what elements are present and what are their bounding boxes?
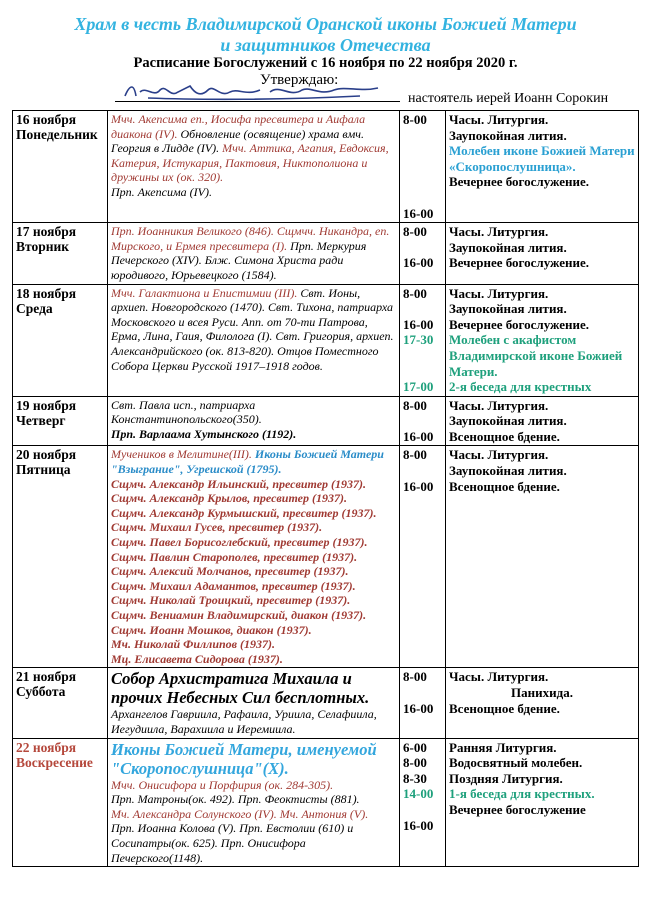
martyr-item: Сщмч. Иоанн Мошков, диакон (1937). (111, 622, 312, 637)
time-label: 17-00 (403, 379, 434, 395)
table-row (13, 668, 639, 738)
martyr-item: Сщмч. Вениамин Владимирский, диакон (1937). (111, 608, 367, 622)
table-row (13, 223, 639, 284)
saints-cell (108, 111, 400, 223)
times-cell (400, 446, 446, 668)
service-label: Часы. Литургия. (449, 397, 549, 413)
weekday-label: Вторник (16, 239, 70, 255)
saints-cell (108, 446, 400, 668)
church-title-line2: и защитников Отечества (220, 35, 431, 55)
services-cell (446, 668, 639, 738)
times-cell (400, 284, 446, 396)
time-label: 6-00 (403, 739, 427, 755)
schedule-table (12, 110, 639, 867)
table-row (13, 284, 639, 396)
icon-feast-text: Иконы Божией Матери "Взыграние", Угрешской (1795). (111, 447, 384, 477)
martyr-item: Мц. Елисавета Сидорова (1937). (111, 651, 283, 666)
saints-text: Мчч. Акепсима еп., Иосифа пресвитера и Аифала диакона (IV). (111, 112, 366, 141)
weekday-label: Суббота (16, 684, 66, 700)
martyr-item: Сщмч. Михаил Адамантов, пресвитер (1937). (111, 578, 356, 593)
service-label: Вечернее богослужение (449, 801, 586, 817)
service-label: Заупокойная лития. (449, 413, 567, 429)
saints-text: Мчч. Онисифора и Порфирия (ок. 284-305). (111, 777, 334, 792)
time-label: 8-00 (403, 285, 427, 301)
time-label: 14-00 (403, 786, 434, 802)
service-label: Часы. Литургия. (449, 112, 549, 127)
date-label: 16 ноября (16, 112, 77, 127)
weekday-label: Понедельник (16, 127, 98, 142)
saints-text: Мчч. Аттика, Агапия, Евдоксия, Катерия, Истукария, Пактовия, Никтополиона и дружины их (ок. 320). (111, 141, 389, 185)
services-cell (446, 396, 639, 446)
saints-text: Свт. Ионы, архиеп. Новгородского (1470). Свт. Тихона, патриарха Московского и всея Руси. Апп. от 70-ти Патрова, Ерма, Лина, Гаия, Филолога (I). Свт. Григория, архиеп. Александрийского (ок. 813-820). Отцов Поместного Собора Церкви Русской 1917–1918 годов. (111, 285, 394, 373)
table-row (13, 396, 639, 446)
times-cell (400, 223, 446, 284)
martyr-item: Мч. Николай Филлипов (1937). (111, 637, 276, 652)
saints-cell (108, 284, 400, 396)
saints-cell (108, 738, 400, 867)
service-label: Водосвятный молебен. (449, 755, 583, 771)
day-cell (13, 111, 108, 223)
service-label: Вечернее богослужение. (449, 174, 590, 190)
martyr-item: Сщмч. Александр Курмышский, пресвитер (1937). Сщмч. Михаил Гусев, пресвитер (1937). (111, 505, 377, 535)
table-row (13, 738, 639, 867)
services-cell (446, 284, 639, 396)
rector-name: настоятель иерей Иоанн Сорокин (408, 91, 609, 106)
table-row (13, 111, 639, 223)
saints-text: Мучеников в Мелитине(III). (111, 447, 255, 462)
martyr-item: Сщмч. Павлин Старополев, пресвитер (1937). (111, 549, 358, 564)
date-label: 22 ноября (16, 739, 77, 755)
service-label: Всенощное бдение. (449, 478, 560, 494)
saints-text: Прп. Матроны(ок. 492). Прп. Феоктисты (881). (111, 792, 360, 807)
feast-title: Собор Архистратига Михаила и прочих Небесных Сил бесплотных. (111, 669, 370, 708)
saints-text: Мч. Александра Солунского (IV). Мч. Антония (V). (111, 806, 369, 821)
saints-text: Прп. Варлаама Хутынского (1192). (111, 426, 297, 441)
service-label: Панихида. (511, 684, 573, 700)
service-label: 1-я беседа для крестных. (449, 786, 595, 802)
services-cell (446, 111, 639, 223)
date-label: 19 ноября (16, 397, 77, 413)
time-label: 8-00 (403, 224, 427, 240)
time-label: 16-00 (403, 817, 434, 833)
saints-cell (108, 668, 400, 738)
service-label: Ранняя Литургия. (449, 739, 557, 755)
time-label: 16-00 (403, 255, 434, 271)
saints-text: Свт. Павла исп., патриарха Константинопольского(350). (111, 397, 262, 427)
church-title-line1: Храм в честь Владимирской Оранской иконы Божией Матери (74, 14, 577, 34)
time-label: 8-00 (403, 447, 427, 463)
times-cell (400, 738, 446, 867)
approve-label: Утверждаю: (260, 72, 339, 88)
date-label: 17 ноября (16, 224, 77, 240)
feast-title: Иконы Божией Матери, именуемой "Скоропослушница"(X). (111, 739, 377, 778)
date-label: 20 ноября (16, 447, 77, 463)
time-label: 16-00 (403, 428, 434, 444)
service-label: 2-я беседа для крестных (449, 379, 592, 395)
signature-line (115, 93, 400, 102)
martyr-item: Сщмч. Павел Борисоглебский, пресвитер (1937). (111, 535, 368, 550)
saints-text: Прп. Меркурия Печерского (XIV). Блж. Симона Христа ради юродивого, Юрьевецкого (1584). (111, 238, 367, 282)
day-cell (13, 396, 108, 446)
service-label: Часы. Литургия. (449, 285, 549, 301)
times-cell (400, 111, 446, 223)
services-cell (446, 223, 639, 284)
day-cell (13, 738, 108, 867)
saints-text: Обновление (освящение) храма вмч. Георгия в Лидде (IV). (111, 126, 364, 156)
service-label: Вечернее богослужение. (449, 316, 590, 332)
time-label: 8-00 (403, 112, 427, 127)
saints-cell (108, 396, 400, 446)
time-label: 8-00 (403, 755, 427, 771)
service-label: Часы. Литургия. (449, 669, 549, 685)
service-label: Молебен иконе Божией Матери «Скоропослушница». (449, 143, 635, 174)
weekday-label: Четверг (16, 412, 66, 428)
day-cell (13, 223, 108, 284)
service-label: Заупокойная лития. (449, 127, 567, 143)
martyr-item: Сщмч. Николай Троицкий, пресвитер (1937). (111, 593, 351, 608)
time-label: 16-00 (403, 478, 434, 494)
weekday-label: Воскресение (16, 754, 93, 770)
martyr-item: Сщмч. Александр Крылов, пресвитер (1937). (111, 491, 347, 506)
services-cell (446, 446, 639, 668)
service-label: Заупокойная лития. (449, 301, 567, 317)
time-label: 8-30 (403, 770, 427, 786)
weekday-label: Пятница (16, 462, 71, 478)
time-label: 16-00 (403, 700, 434, 716)
day-cell (13, 446, 108, 668)
service-label: Поздняя Литургия. (449, 770, 563, 786)
weekday-label: Среда (16, 300, 53, 316)
time-label: 17-30 (403, 332, 434, 348)
time-label: 8-00 (403, 669, 427, 685)
service-label: Молебен с акафистом Владимирской иконе Божией Матери. (449, 332, 623, 379)
date-label: 21 ноября (16, 669, 77, 685)
service-label: Всенощное бдение. (449, 700, 560, 716)
saints-text: Прп. Акепсима (IV). (111, 184, 212, 199)
times-cell (400, 396, 446, 446)
saints-text: Мчч. Галактиона и Епистимии (III). (111, 285, 301, 300)
time-label: 8-00 (403, 397, 427, 413)
service-label: Заупокойная лития. (449, 463, 567, 479)
service-label: Часы. Литургия. (449, 447, 549, 463)
table-row (13, 446, 639, 668)
services-cell (446, 738, 639, 867)
martyr-item: Сщмч. Александр Ильинский, пресвитер (1937). (111, 476, 367, 491)
saints-text: Архангелов Гавриила, Рафаила, Уриила, Селафиила, Иегудиила, Варахиила и Иеремиила. (111, 707, 377, 736)
saints-text: Прп. Иоанникия Великого (846). Сщмчч. Никандра, еп. Мирского, и Ермея пресвитера (I). (111, 224, 390, 253)
saints-text: Прп. Иоанна Колова (V). Прп. Евстолии (610) и Сосипатры(ок. 625). Прп. Онисифора Печерского(1148). (111, 821, 354, 865)
service-label: Часы. Литургия. (449, 224, 549, 240)
martyr-item: Сщмч. Алексий Молчанов, пресвитер (1937). (111, 564, 349, 579)
day-cell (13, 284, 108, 396)
schedule-subtitle: Расписание Богослужений с 16 ноября по 22 ноября 2020 г. (133, 55, 518, 71)
service-label: Заупокойная лития. (449, 239, 567, 255)
service-label: Всенощное бдение. (449, 428, 560, 444)
time-label: 16-00 (403, 316, 434, 332)
times-cell (400, 668, 446, 738)
time-label: 16-00 (403, 205, 434, 221)
service-label: Вечернее богослужение. (449, 255, 590, 271)
saints-cell (108, 223, 400, 284)
day-cell (13, 668, 108, 738)
date-label: 18 ноября (16, 285, 77, 301)
